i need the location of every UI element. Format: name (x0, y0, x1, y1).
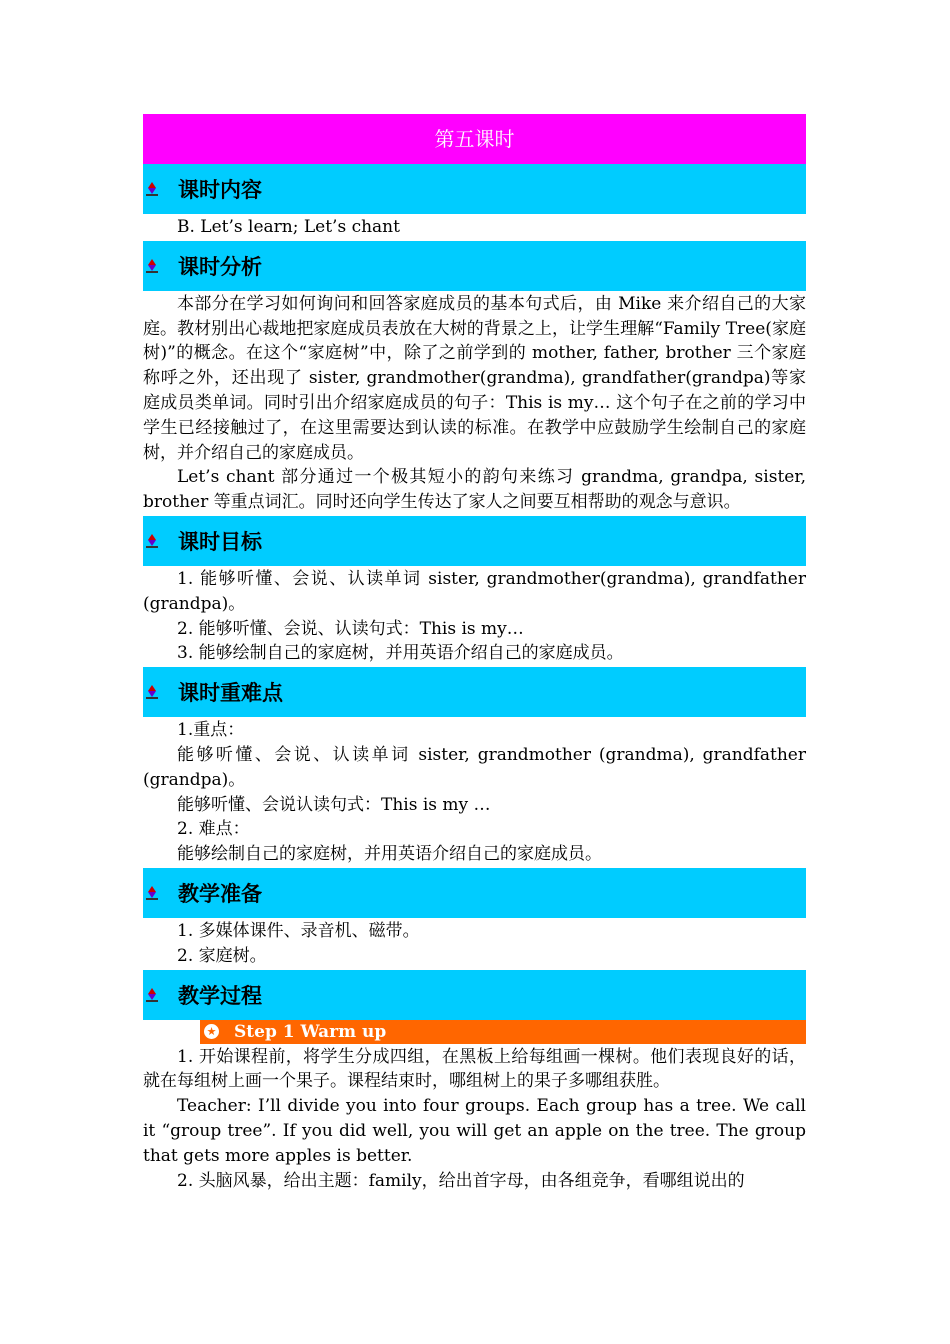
objective-item: 1. 能够听懂、会说、认读单词 sister, grandmother(grandma), grandfather (grandpa)。 (143, 568, 806, 614)
section-header-analysis (143, 241, 806, 291)
objective-item: 2. 能够听懂、会说、认读句式：This is my… (177, 618, 524, 639)
section-body-preparation (143, 918, 806, 970)
preparation-item: 2. 家庭树。 (177, 945, 267, 966)
key-point-item: 1.重点： (177, 720, 245, 741)
section-heading: 教学过程 (178, 983, 262, 1008)
arrow-bullet-icon (146, 534, 160, 548)
lesson-title: 第五课时 (434, 127, 515, 151)
process-paragraph: Teacher: I’ll divide you into four groups. Each group has a tree. We call it “group tree”. If you did well, you will get an apple on the tree. The group that gets more apples is better. (143, 1096, 806, 1166)
step-header-warm-up (200, 1020, 806, 1044)
section-body-key-points (143, 717, 806, 868)
arrow-bullet-icon (146, 886, 160, 900)
section-heading: 教学准备 (178, 881, 262, 906)
section-heading: 课时目标 (178, 529, 262, 554)
step-label: Step 1 Warm up (234, 1021, 387, 1042)
document-page (143, 114, 806, 1194)
section-heading: 课时重难点 (178, 681, 283, 706)
preparation-item: 1. 多媒体课件、录音机、磁带。 (177, 920, 420, 941)
arrow-bullet-icon (146, 685, 160, 699)
section-body-process (143, 1044, 806, 1195)
key-point-item: 能够听懂、会说认读句式：This is my … (177, 794, 491, 815)
star-circle-icon: ★ (204, 1024, 219, 1039)
arrow-bullet-icon (146, 182, 160, 196)
key-point-item: 能够听懂、会说、认读单词 sister, grandmother (grandma), grandfather (grandpa)。 (143, 744, 806, 790)
section-body-analysis (143, 291, 806, 516)
arrow-bullet-icon (146, 988, 160, 1002)
key-point-item: 能够绘制自己的家庭树，并用英语介绍自己的家庭成员。 (177, 844, 602, 865)
objective-item: 3. 能够绘制自己的家庭树，并用英语介绍自己的家庭成员。 (177, 643, 624, 664)
analysis-paragraph: Let’s chant 部分通过一个极其短小的韵句来练习 grandma, grandpa, sister, brother 等重点词汇。同时还向学生传达了家人之间要互相帮助的观念与意识。 (143, 467, 806, 513)
section-header-preparation (143, 868, 806, 918)
section-header-process (143, 970, 806, 1020)
section-heading: 课时分析 (178, 254, 262, 279)
lesson-title-bar (143, 114, 806, 164)
key-point-item: 2. 难点： (177, 819, 250, 840)
process-paragraph: 1. 开始课程前，将学生分成四组，在黑板上给每组画一棵树。他们表现良好的话，就在每组树上画一个果子。课程结束时，哪组树上的果子多哪组获胜。 (143, 1046, 806, 1092)
process-paragraph: 2. 头脑风暴，给出主题：family，给出首字母，由各组竞争，看哪组说出的 (177, 1170, 745, 1191)
section-header-key-points (143, 667, 806, 717)
arrow-bullet-icon (146, 259, 160, 273)
section-body-content (143, 214, 806, 241)
analysis-paragraph: 本部分在学习如何询问和回答家庭成员的基本句式后，由 Mike 来介绍自己的大家庭。教材别出心裁地把家庭成员表放在大树的背景之上，让学生理解“Family Tree(家庭树)”的概念。在这个“家庭树”中，除了之前学到的 mother, father, brother 三个家庭称呼之外，还出现了 sister, grandmother(grandma), grandfather(grandpa)等家庭成员类单词。同时引出介绍家庭成员的句子：This is my… 这个句子在之前的学习中学生已经接触过了，在这里需要达到认读的标准。在教学中应鼓励学生绘制自己的家庭树，并介绍自己的家庭成员。 (143, 293, 806, 463)
section-body-objectives (143, 566, 806, 667)
section-header-content (143, 164, 806, 214)
section-header-objectives (143, 516, 806, 566)
section-heading: 课时内容 (178, 178, 262, 202)
content-line: B. Let’s learn; Let’s chant (177, 217, 400, 237)
